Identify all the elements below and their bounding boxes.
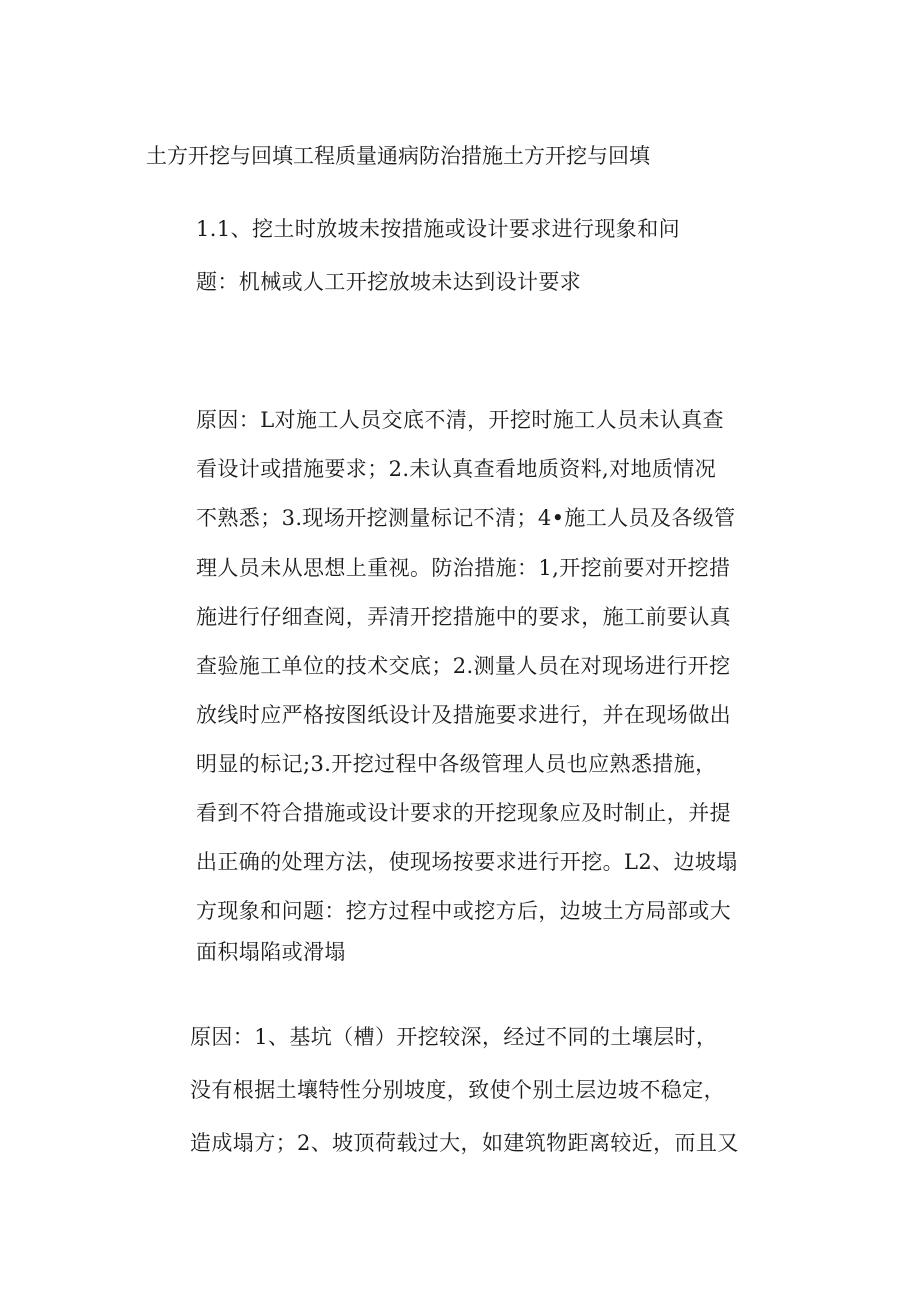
paragraph1-line-1: 原因：L对施工人员交底不清，开挖时施工人员未认真查 <box>196 408 724 432</box>
paragraph1-line-8: 明显的标记;3.开挖过程中各级管理人员也应熟悉措施， <box>196 752 717 776</box>
paragraph1-line-6: 查验施工单位的技术交底；2.测量人员在对现场进行开挖 <box>196 654 731 678</box>
paragraph1-line-9: 看到不符合措施或设计要求的开挖现象应及时制止，并提 <box>196 801 731 825</box>
section-heading-line-2: 题：机械或人工开挖放坡未达到设计要求 <box>196 270 582 294</box>
section-heading-line-1: 1.1、挖土时放坡未按措施或设计要求进行现象和问 <box>196 217 680 241</box>
paragraph1-line-5: 施进行仔细查阅，弄清开挖措施中的要求，施工前要认真 <box>196 605 731 629</box>
document-title: 土方开挖与回填工程质量通病防治措施土方开挖与回填 <box>146 144 650 168</box>
paragraph2-line-3: 造成塌方；2、坡顶荷载过大，如建筑物距离较近，而且又 <box>190 1131 739 1155</box>
paragraph1-line-7: 放线时应严格按图纸设计及措施要求进行，并在现场做出 <box>196 703 731 727</box>
paragraph1-line-2: 看设计或措施要求；2.未认真查看地质资料,对地质情况 <box>196 457 717 481</box>
paragraph1-line-4: 理人员未从思想上重视。防治措施：1,开挖前要对开挖措 <box>196 556 731 580</box>
paragraph2-line-1: 原因：1、基坑（槽）开挖较深，经过不同的土壤层时， <box>190 1025 718 1049</box>
paragraph1-line-3: 不熟悉；3.现场开挖测量标记不清；4•施工人员及各级管 <box>196 506 736 530</box>
paragraph2-line-2: 没有根据土壤特性分别坡度，致使个别土层边坡不稳定， <box>190 1078 725 1102</box>
paragraph1-line-12: 面积塌陷或滑塌 <box>196 940 346 964</box>
paragraph1-line-10: 出正确的处理方法，使现场按要求进行开挖。L2、边坡塌 <box>196 850 738 874</box>
paragraph1-line-11: 方现象和问题：挖方过程中或挖方后，边坡土方局部或大 <box>196 899 731 923</box>
